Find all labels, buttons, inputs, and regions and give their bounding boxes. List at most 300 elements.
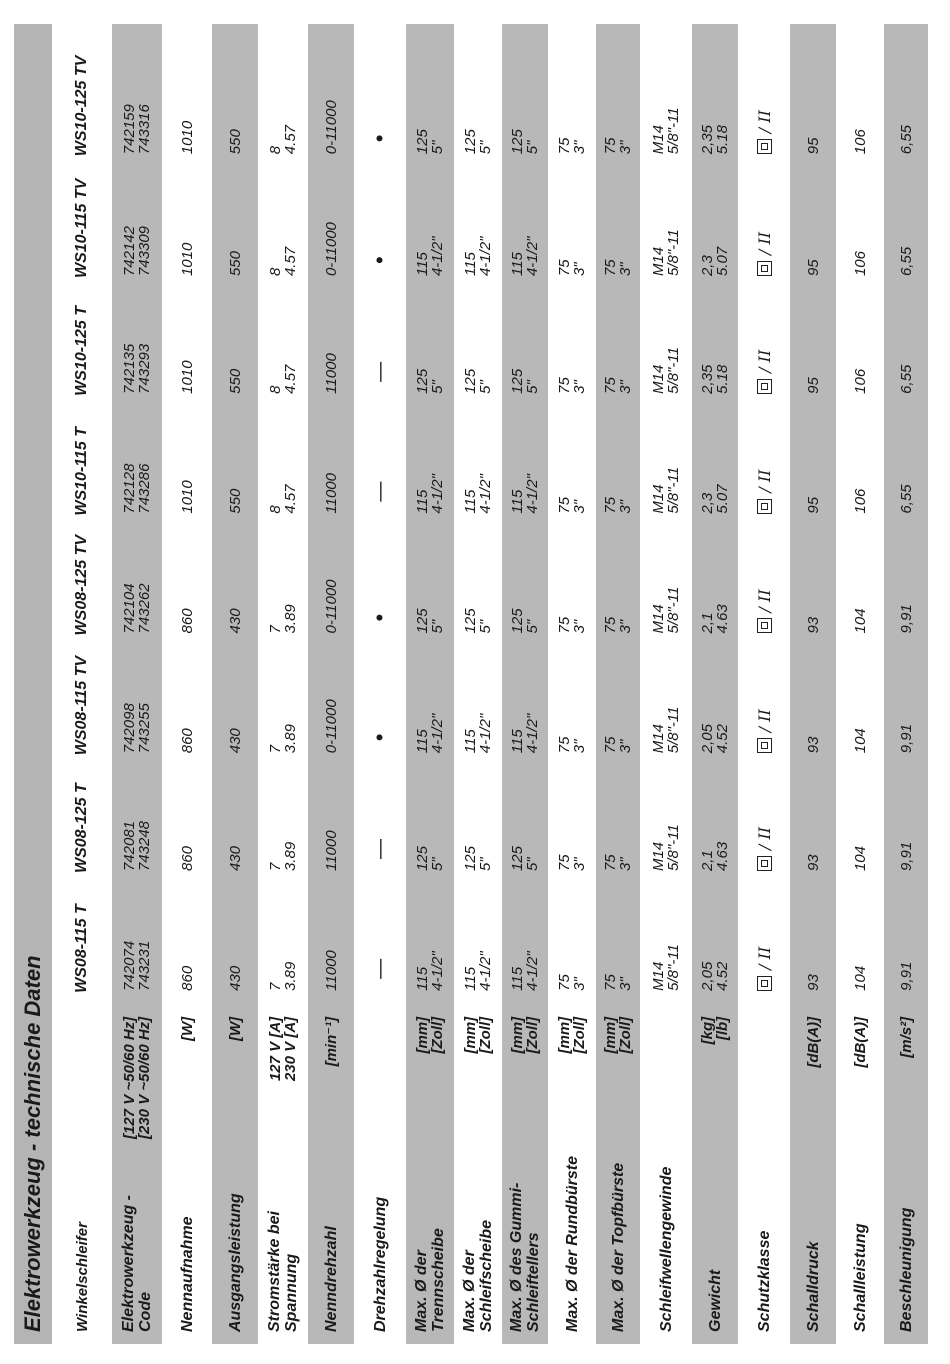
value-line: 4.57	[282, 246, 299, 277]
value-cell	[112, 526, 162, 646]
value-cell: 0-11000	[308, 645, 354, 765]
unit-line: [127 V ~50/60 Hz]	[121, 1016, 138, 1139]
value-line: 115	[414, 252, 431, 277]
value-cell	[258, 24, 308, 166]
value-line: 7	[267, 744, 284, 754]
value-line: 2,05	[699, 961, 716, 991]
value-line: 3"	[617, 739, 634, 754]
table-row	[640, 24, 692, 1344]
value-line: 3"	[571, 739, 588, 754]
value-cell	[738, 166, 790, 288]
value-line: 2,35	[699, 124, 716, 155]
unit-text: [W]	[226, 1016, 244, 1041]
value-cell	[596, 645, 640, 765]
value-line: 4-1/2"	[524, 713, 541, 754]
value-line: 4-1/2"	[477, 236, 494, 277]
value-cell	[258, 166, 308, 288]
value-line: 3.89	[282, 604, 299, 634]
value-cell	[502, 24, 548, 166]
table-row	[308, 24, 354, 1344]
unit-cell	[354, 1003, 406, 1151]
value-cell: 6,55	[884, 166, 928, 288]
unit-text: [dB(A)]	[804, 1016, 822, 1068]
value-cell	[112, 765, 162, 883]
value-line: 5"	[429, 857, 446, 872]
value-line: 4.57	[282, 124, 299, 155]
value-line: 742098	[121, 703, 138, 754]
value-cell	[738, 288, 790, 406]
unit-cell	[692, 1003, 738, 1151]
value-line: 743262	[136, 583, 153, 634]
value-cell: •	[367, 733, 392, 742]
value-cell: 6,55	[884, 24, 928, 166]
unit-text: [dB(A)]	[851, 1016, 869, 1068]
value-cell: 106	[851, 488, 869, 514]
protection-class	[757, 709, 772, 753]
value-line: 3"	[571, 857, 588, 872]
value-cell: •	[367, 613, 392, 622]
value-line: 75	[556, 854, 573, 872]
value-cell	[692, 406, 738, 526]
value-line: 5"	[524, 619, 541, 634]
value-cell: —	[368, 361, 391, 382]
value-line: 4.63	[714, 604, 731, 634]
value-line: 743255	[136, 703, 153, 754]
value-line: 5"	[429, 140, 446, 155]
value-cell: •	[367, 134, 392, 143]
value-cell: 9,91	[884, 526, 928, 646]
value-line: 3"	[617, 977, 634, 991]
value-line: 125	[509, 846, 526, 872]
protection-class-text: / II	[755, 349, 774, 373]
value-line: 743286	[136, 463, 153, 514]
unit-line: [mm]	[556, 1016, 573, 1054]
value-line: 115	[462, 252, 479, 277]
protection-class-text: / II	[755, 826, 774, 851]
value-line: 3"	[617, 140, 634, 155]
value-line: 2,3	[699, 255, 716, 277]
row-label: Max. Ø der Rundbürste	[563, 1155, 581, 1332]
value-cell: 860	[178, 846, 196, 872]
value-cell	[406, 765, 454, 883]
value-cell	[454, 166, 502, 288]
value-cell: 550	[212, 166, 258, 288]
double-insulation-icon	[757, 856, 772, 871]
protection-class	[757, 947, 772, 991]
value-line: 3.89	[282, 841, 299, 872]
value-cell: 430	[212, 883, 258, 1003]
value-cell: 104	[851, 608, 869, 634]
value-line: 5"	[477, 140, 494, 155]
double-insulation-icon	[757, 738, 772, 753]
value-line: 75	[556, 616, 573, 634]
value-cell: 106	[851, 129, 869, 155]
value-line: 2,35	[699, 364, 716, 394]
value-line: M14	[650, 841, 667, 872]
value-cell	[596, 765, 640, 883]
table-row	[454, 24, 502, 1344]
value-line: 3"	[571, 619, 588, 634]
row-label: Gewicht	[692, 1151, 738, 1344]
value-cell	[692, 526, 738, 646]
value-line: 742135	[121, 343, 138, 394]
value-cell	[454, 288, 502, 406]
value-cell: —	[368, 481, 391, 502]
value-cell: 11000	[308, 288, 354, 406]
value-cell	[738, 765, 790, 883]
table-row	[836, 24, 884, 1344]
unit-line: [lb]	[714, 1016, 731, 1041]
value-line: 75	[556, 974, 573, 991]
value-line: 4-1/2"	[524, 951, 541, 991]
value-line: 75	[602, 259, 619, 277]
value-cell	[112, 166, 162, 288]
value-line: 75	[556, 496, 573, 514]
value-cell: 860	[178, 608, 196, 634]
value-line: 125	[509, 608, 526, 634]
value-line: 5/8"-11	[665, 107, 682, 155]
protection-class-text: / II	[755, 709, 774, 733]
spec-table-body	[52, 24, 928, 1344]
protection-class-text: / II	[755, 589, 774, 613]
value-line: 3.89	[282, 724, 299, 754]
double-insulation-icon	[757, 379, 772, 394]
value-line: M14	[650, 724, 667, 754]
value-line: 3"	[617, 262, 634, 277]
value-cell	[112, 883, 162, 1003]
value-cell	[692, 645, 738, 765]
value-cell	[258, 288, 308, 406]
value-line: 115	[509, 489, 526, 514]
table-row	[548, 24, 596, 1344]
value-line: 4.63	[714, 841, 731, 872]
value-cell	[640, 526, 692, 646]
value-cell: 106	[851, 251, 869, 277]
value-cell	[738, 645, 790, 765]
row-label: Schleifwellengewinde	[657, 1166, 675, 1332]
double-insulation-icon	[757, 499, 772, 514]
row-label: Schutzklasse	[755, 1230, 773, 1332]
row-label: Drehzahlregelung	[371, 1196, 389, 1332]
value-cell	[548, 526, 596, 646]
unit-cell	[502, 1003, 548, 1151]
value-line: 5.07	[714, 484, 731, 514]
unit-cell	[52, 1003, 112, 1151]
value-cell: —	[368, 958, 391, 979]
value-cell	[502, 166, 548, 288]
value-line: 75	[602, 736, 619, 754]
value-cell: 430	[212, 765, 258, 883]
value-line: 5/8"-11	[665, 706, 682, 754]
value-cell: 0-11000	[308, 166, 354, 288]
value-cell	[454, 645, 502, 765]
value-line: 4.52	[714, 724, 731, 754]
value-line: 3"	[617, 380, 634, 394]
value-cell: 6,55	[884, 406, 928, 526]
value-line: 4.57	[282, 484, 299, 514]
unit-text: [m/s²]	[897, 1016, 915, 1058]
value-cell	[112, 406, 162, 526]
value-cell	[502, 645, 548, 765]
value-line: 115	[509, 252, 526, 277]
value-line: 75	[602, 377, 619, 394]
value-cell: 95	[790, 288, 836, 406]
value-cell	[596, 406, 640, 526]
value-line: 2,1	[699, 850, 716, 872]
value-line: 8	[267, 267, 284, 277]
protection-class	[757, 470, 772, 514]
value-cell	[502, 765, 548, 883]
value-line: 4.52	[714, 961, 731, 991]
value-cell	[692, 288, 738, 406]
model-name-cell: WS08-125 T	[73, 783, 90, 874]
value-line: 125	[414, 129, 431, 155]
value-cell: 430	[212, 645, 258, 765]
value-cell: 1010	[178, 360, 196, 394]
row-label: Max. Ø der Trennscheibe	[406, 1151, 454, 1344]
protection-class	[757, 110, 772, 154]
protection-class	[757, 232, 772, 276]
row-label: Nenndrehzahl	[308, 1151, 354, 1344]
row-label: Max. Ø der Schleifscheibe	[461, 1219, 495, 1332]
double-insulation-icon	[757, 261, 772, 276]
table-row	[354, 24, 406, 1344]
value-line: 3.89	[282, 961, 299, 991]
protection-class	[757, 350, 772, 394]
value-line: M14	[650, 246, 667, 277]
value-cell: 860	[178, 728, 196, 754]
row-label: Elektrowerkzeug - Code	[112, 1151, 162, 1344]
value-line: 3"	[617, 619, 634, 634]
value-line: 5/8"-11	[665, 586, 682, 634]
row-label: Stromstärke bei Spannung	[266, 1211, 300, 1332]
table-row	[790, 24, 836, 1344]
value-line: 5/8"-11	[665, 824, 682, 872]
value-line: 2,05	[699, 724, 716, 754]
unit-text: [min⁻¹]	[322, 1016, 340, 1067]
value-cell	[112, 645, 162, 765]
value-cell	[640, 645, 692, 765]
value-line: 4-1/2"	[429, 713, 446, 754]
value-line: 743248	[136, 820, 153, 872]
value-line: 3"	[571, 977, 588, 991]
value-line: 3"	[571, 140, 588, 155]
value-line: 3"	[617, 499, 634, 514]
value-line: 7	[267, 982, 284, 991]
value-line: M14	[650, 125, 667, 155]
value-cell	[258, 406, 308, 526]
value-cell: 550	[212, 406, 258, 526]
value-line: 115	[414, 966, 431, 991]
value-cell	[406, 24, 454, 166]
row-label: Max. Ø des Gummi-Schleiftellers	[502, 1151, 548, 1344]
value-cell	[502, 526, 548, 646]
value-line: 4-1/2"	[477, 951, 494, 991]
value-line: 125	[414, 608, 431, 634]
value-cell: 93	[790, 645, 836, 765]
unit-line: [Zoll]	[477, 1016, 494, 1054]
value-line: 115	[462, 489, 479, 514]
value-cell	[454, 406, 502, 526]
value-line: 742142	[121, 225, 138, 277]
value-line: 125	[509, 129, 526, 155]
value-line: 75	[602, 974, 619, 991]
unit-cell	[112, 1003, 162, 1151]
value-line: 742159	[121, 104, 138, 155]
value-line: 4-1/2"	[524, 474, 541, 514]
value-line: 2,1	[699, 612, 716, 634]
row-label: Nennaufnahme	[178, 1216, 196, 1332]
unit-line: [mm]	[509, 1016, 526, 1054]
value-line: 125	[509, 368, 526, 394]
value-cell: 11000	[308, 883, 354, 1003]
unit-line: [kg]	[699, 1016, 716, 1045]
value-line: 5/8"-11	[665, 466, 682, 514]
value-cell	[738, 526, 790, 646]
value-cell: 9,91	[884, 765, 928, 883]
unit-cell	[836, 1003, 884, 1151]
value-cell	[692, 883, 738, 1003]
value-line: 2,3	[699, 492, 716, 514]
value-cell	[692, 166, 738, 288]
value-cell	[738, 406, 790, 526]
value-line: 743231	[136, 940, 153, 991]
protection-class-text: / II	[755, 231, 774, 256]
value-line: M14	[650, 604, 667, 634]
value-cell	[112, 288, 162, 406]
value-cell	[258, 765, 308, 883]
value-line: 8	[267, 145, 284, 155]
unit-cell	[596, 1003, 640, 1151]
value-cell	[502, 288, 548, 406]
unit-cell	[454, 1003, 502, 1151]
table-row	[52, 24, 112, 1344]
value-cell	[502, 406, 548, 526]
table-row	[884, 24, 928, 1344]
value-line: 4-1/2"	[429, 236, 446, 277]
value-cell	[596, 526, 640, 646]
value-cell	[406, 288, 454, 406]
value-line: 115	[509, 966, 526, 991]
value-line: 115	[509, 729, 526, 754]
value-cell	[548, 406, 596, 526]
value-line: 5"	[477, 619, 494, 634]
value-line: 125	[462, 368, 479, 394]
value-cell	[258, 645, 308, 765]
double-insulation-icon	[757, 976, 772, 991]
value-line: 75	[602, 854, 619, 872]
value-line: 125	[462, 129, 479, 155]
value-cell: •	[367, 256, 392, 265]
value-line: M14	[650, 364, 667, 394]
value-line: 5"	[429, 380, 446, 394]
value-line: 5"	[477, 857, 494, 872]
unit-line: 230 V [A]	[282, 1016, 299, 1082]
value-cell	[596, 166, 640, 288]
protection-class	[757, 589, 772, 633]
value-cell: 0-11000	[308, 24, 354, 166]
value-line: 742128	[121, 463, 138, 514]
unit-cell	[640, 1003, 692, 1151]
document-title-band	[14, 24, 52, 1344]
value-line: 125	[414, 846, 431, 872]
value-line: 115	[414, 489, 431, 514]
value-line: 75	[556, 736, 573, 754]
value-cell	[454, 526, 502, 646]
value-cell	[640, 166, 692, 288]
value-line: 75	[556, 259, 573, 277]
value-line: 5"	[524, 140, 541, 155]
row-label: Schalldruck	[790, 1151, 836, 1344]
value-line: 4-1/2"	[429, 951, 446, 991]
value-cell: 106	[851, 368, 869, 394]
value-line: 5.07	[714, 246, 731, 277]
value-cell	[406, 166, 454, 288]
value-line: 4-1/2"	[524, 236, 541, 277]
value-line: 5.18	[714, 364, 731, 394]
value-line: 115	[462, 966, 479, 991]
value-cell: 1010	[178, 120, 196, 155]
table-row	[162, 24, 212, 1344]
protection-class	[757, 827, 772, 871]
value-line: 75	[602, 137, 619, 155]
value-cell	[596, 24, 640, 166]
spec-table	[52, 24, 928, 1344]
value-cell	[738, 24, 790, 166]
value-line: 7	[267, 862, 284, 872]
value-line: 743293	[136, 343, 153, 394]
value-cell	[640, 883, 692, 1003]
value-cell	[112, 24, 162, 166]
value-cell: 9,91	[884, 645, 928, 765]
value-cell: 430	[212, 526, 258, 646]
value-line: 3"	[617, 857, 634, 872]
row-label: Beschleunigung	[884, 1151, 928, 1344]
value-cell	[258, 883, 308, 1003]
value-cell	[406, 645, 454, 765]
value-line: 4-1/2"	[429, 474, 446, 514]
value-cell	[692, 765, 738, 883]
value-line: 75	[556, 377, 573, 394]
value-cell: 1010	[178, 242, 196, 277]
value-line: 125	[462, 608, 479, 634]
value-line: 8	[267, 385, 284, 394]
double-insulation-icon	[757, 139, 772, 154]
value-cell: 95	[790, 406, 836, 526]
value-line: 5"	[477, 380, 494, 394]
value-cell: 95	[790, 24, 836, 166]
value-line: 125	[462, 846, 479, 872]
value-cell	[640, 24, 692, 166]
value-cell	[406, 526, 454, 646]
value-line: 8	[267, 505, 284, 514]
unit-cell	[258, 1003, 308, 1151]
value-cell	[548, 883, 596, 1003]
value-line: 5/8"-11	[665, 347, 682, 394]
value-cell: 550	[212, 24, 258, 166]
unit-cell	[308, 1003, 354, 1151]
technical-data-document	[14, 24, 936, 1344]
value-cell: 550	[212, 288, 258, 406]
value-line: 125	[414, 368, 431, 394]
protection-class-text: / II	[755, 469, 774, 493]
unit-line: [mm]	[414, 1016, 431, 1054]
value-line: 115	[462, 729, 479, 754]
unit-cell	[548, 1003, 596, 1151]
value-line: M14	[650, 484, 667, 514]
unit-line: 127 V [A]	[267, 1016, 284, 1082]
value-line: 3"	[571, 262, 588, 277]
